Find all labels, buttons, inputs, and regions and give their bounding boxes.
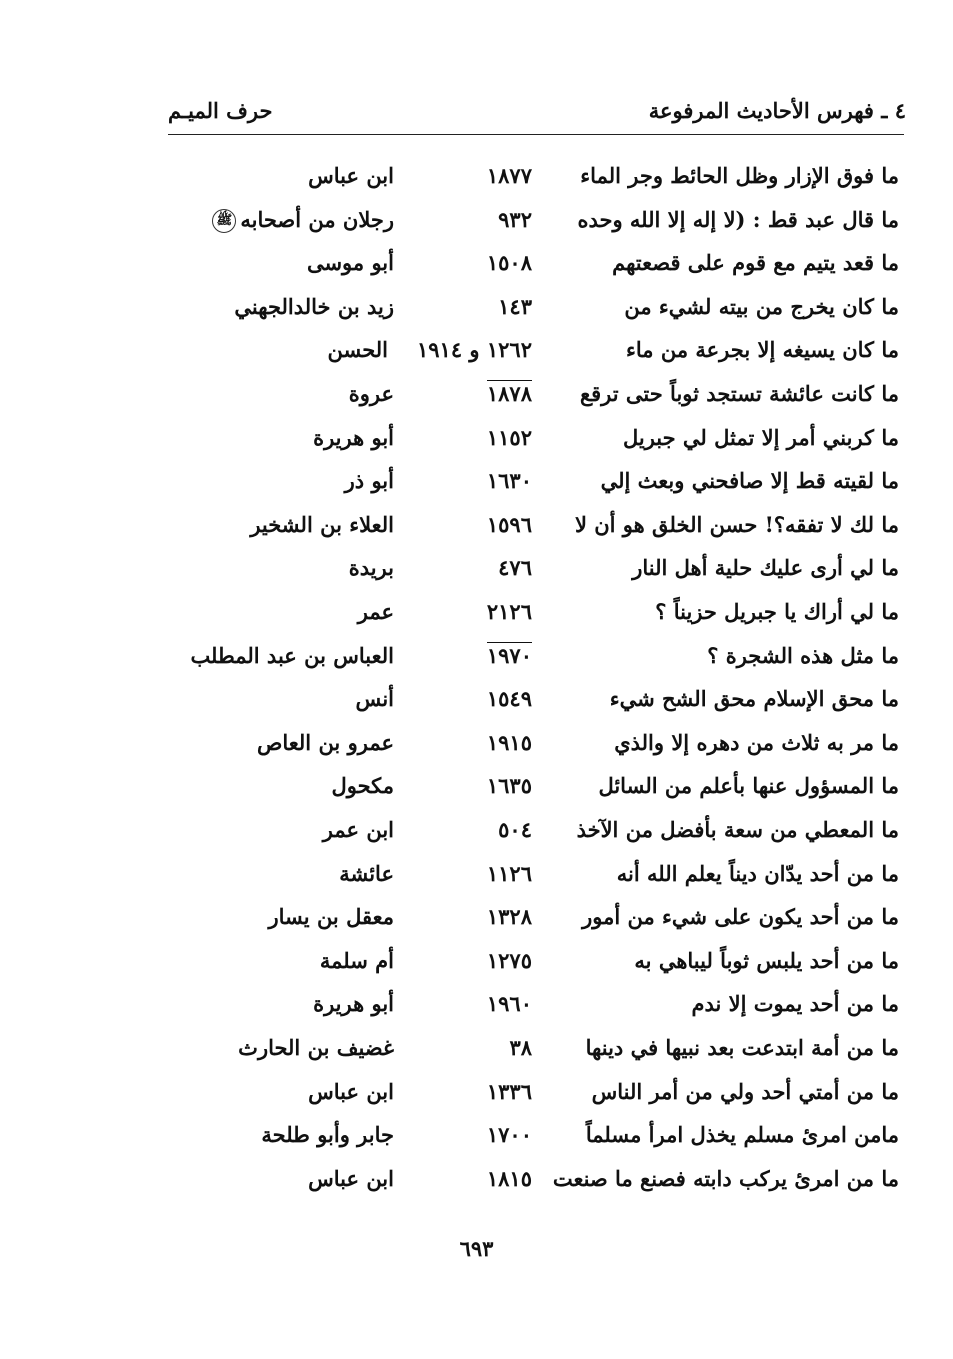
narrator: عمرو بن العاص — [256, 729, 394, 755]
hadith-number: ٩٣٢ — [498, 206, 532, 232]
narrator: العلاء بن الشخير — [250, 511, 394, 537]
list-item — [0, 984, 953, 1024]
list-item — [0, 243, 953, 283]
narrator: الحسن — [327, 337, 388, 363]
hadith-text: ما لي أرى عليك حلية أهل النار — [632, 555, 899, 581]
header-divider — [168, 134, 904, 135]
hadith-number: ١٨١٥ — [486, 1165, 532, 1191]
narrator: أبو هريرة — [313, 424, 394, 450]
hadith-text: ما كربني أمر إلا تمثل لي جبريل — [622, 424, 899, 450]
hadith-number: ١٥٠٨ — [486, 250, 532, 276]
list-item — [0, 156, 953, 196]
hadith-text: ما من أمتي أحد ولي من أمر الناس — [591, 1078, 899, 1104]
list-item — [0, 1028, 953, 1068]
hadith-text: ما من أمة ابتدعت بعد نبيها في دينها — [585, 1035, 899, 1060]
hadith-text: ما كانت عائشة تستجد ثوباً حتى ترقع — [579, 381, 899, 406]
hadith-text: ما من أحد يكون على شيء من أمور — [582, 904, 899, 930]
hadith-number: ١٨٧٨ — [486, 381, 532, 406]
hadith-text: ما كان يسيغه إلا بجرعة من ماء — [626, 337, 899, 363]
hadith-number: ٤٧٦ — [498, 555, 532, 581]
hadith-number: ١١٥٢ — [486, 424, 532, 450]
hadith-text: ما لي أراك يا جبريل حزيناً ؟ — [655, 599, 899, 624]
narrator: أم سلمة — [319, 947, 394, 973]
hadith-text: ما من امرئ يركب دابته فصنع ما صنعت — [552, 1165, 899, 1191]
list-item — [0, 418, 953, 458]
list-item — [0, 1159, 953, 1199]
hadith-text: ما محق الإسلام محق الشح شيء — [609, 686, 899, 712]
narrator: أبو ذر — [344, 468, 394, 494]
section-title: ٤ ـ فهرس الأحاديث المرفوعة — [648, 98, 906, 123]
narrator: ابن عباس — [308, 1165, 394, 1191]
narrator: عائشة — [339, 860, 394, 886]
hadith-text: ما المعطي من سعة بأفضل من الآخذ — [576, 817, 899, 842]
hadith-text: ما فوق الإزار وظل الحائط وجر الماء — [580, 163, 899, 188]
list-item — [0, 200, 953, 240]
hadith-number: ١٢٧٥ — [486, 947, 532, 973]
list-item — [0, 592, 953, 632]
narrator: أنس — [355, 686, 394, 712]
hadith-number: ١٦٣٥ — [486, 773, 532, 799]
list-item — [0, 810, 953, 850]
list-item — [0, 548, 953, 588]
narrator: جابر وأبو طلحة — [261, 1122, 394, 1148]
narrator: عروة — [348, 381, 394, 406]
list-item — [0, 897, 953, 937]
narrator — [150, 200, 394, 240]
narrator: عمر — [357, 599, 394, 624]
hadith-number: ١١٢٦ — [486, 860, 532, 886]
narrator: مكحول — [331, 773, 394, 799]
hadith-text: ما لقيته قط إلا صافحني وبعث إلي — [600, 468, 899, 494]
hadith-text: ما من أحد يلبس ثوباً ليباهي به — [634, 947, 899, 973]
hadith-number: ١٤٣ — [498, 293, 532, 319]
hadith-text: ما مثل هذه الشجرة ؟ — [707, 642, 899, 668]
list-item — [0, 330, 953, 370]
hadith-number: ١٥٤٩ — [486, 686, 532, 712]
hadith-text: ما قعد يتيم مع قوم على قصعتهم — [612, 250, 899, 276]
hadith-number: ١٢٦٢ و ١٩١٤ — [416, 337, 532, 363]
list-item — [0, 1115, 953, 1155]
hadith-text: ما المسؤول عنها بأعلم من السائل — [598, 773, 899, 799]
hadith-number: ٢١٢٦ — [486, 599, 532, 624]
narrator: أبو هريرة — [313, 991, 394, 1017]
list-item — [0, 679, 953, 719]
list-item — [0, 723, 953, 763]
list-item — [0, 374, 953, 414]
chapter-title: حرف الميـم — [168, 98, 273, 123]
narrator-name: رجلان من أصحابه — [240, 206, 394, 232]
narrator: بريدة — [348, 555, 394, 581]
narrator: العباس بن عبد المطلب — [190, 642, 394, 668]
list-item — [0, 287, 953, 327]
hadith-number: ٣٨ — [509, 1035, 532, 1060]
list-item — [0, 941, 953, 981]
narrator: ابن عباس — [308, 1078, 394, 1104]
pbuh-icon: ﷺ — [212, 209, 236, 233]
hadith-number: ١٦٣٠ — [486, 468, 532, 494]
page-number: ٦٩٣ — [459, 1236, 494, 1261]
list-item — [0, 505, 953, 545]
hadith-number: ١٣٣٦ — [486, 1078, 532, 1104]
narrator: ابن عباس — [308, 163, 394, 188]
hadith-text: مامن امرئ مسلم يخذل امرأ مسلماً — [585, 1122, 899, 1148]
list-item — [0, 854, 953, 894]
list-item — [0, 636, 953, 676]
hadith-number: ٥٠٤ — [498, 817, 532, 842]
hadith-text: ما من أحد يدّان ديناً يعلم الله أنه — [616, 860, 899, 886]
hadith-number: ١٣٢٨ — [486, 904, 532, 930]
hadith-text: ما لك لا تفقه؟! حسن الخلق هو أن لا — [574, 511, 899, 537]
narrator: ابن عمر — [322, 817, 394, 842]
list-item — [0, 1072, 953, 1112]
hadith-number: ١٧٠٠ — [486, 1122, 532, 1148]
list-item — [0, 766, 953, 806]
hadith-text: ما كان يخرج من بيته لشيء من — [624, 293, 899, 319]
hadith-number: ١٨٧٧ — [486, 163, 532, 188]
running-header — [168, 96, 906, 132]
hadith-text: ما من أحد يموت إلا ندم — [691, 991, 899, 1017]
hadith-number: ١٩٦٠ — [486, 991, 532, 1017]
narrator: غضيف بن الحارث — [238, 1035, 394, 1060]
hadith-number: ١٥٩٦ — [486, 511, 532, 537]
hadith-number: ١٩١٥ — [486, 729, 532, 755]
hadith-text: ما قال عبد قط : (لا إله إلا الله وحده — [577, 206, 899, 232]
narrator: معقل بن يسار — [268, 904, 394, 930]
narrator: زيد بن خالدالجهني — [234, 293, 394, 319]
hadith-text: ما مر به ثلاث من دهره إلا والذي — [614, 729, 899, 755]
narrator: أبو موسى — [306, 250, 394, 276]
list-item — [0, 461, 953, 501]
hadith-number: ١٩٧٠ — [486, 642, 532, 668]
